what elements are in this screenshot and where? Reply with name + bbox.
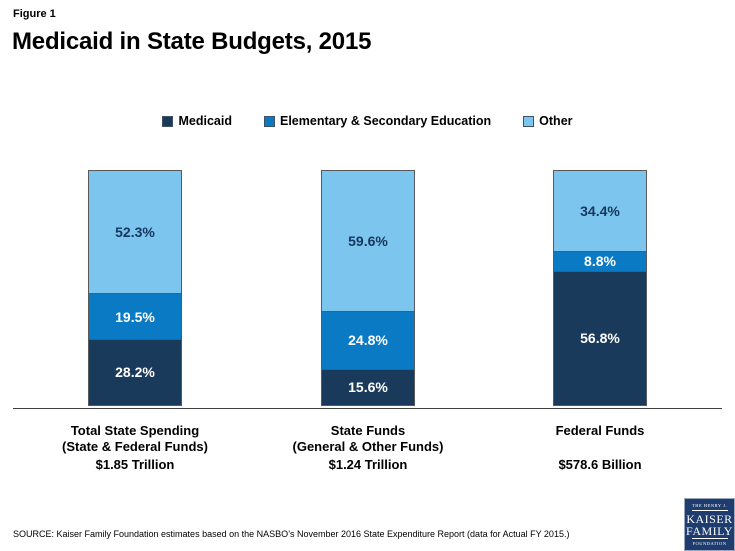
legend-label: Elementary & Secondary Education: [279, 114, 492, 128]
bar-segment: [553, 251, 647, 272]
bar-segment-label: 19.5%: [115, 308, 155, 325]
logo-divider-bottom: [692, 538, 728, 539]
bar-segment: [553, 271, 647, 406]
bar-segment: [321, 369, 415, 406]
bar-segment-label: 15.6%: [348, 379, 388, 396]
category-total: $1.85 Trillion: [95, 457, 175, 472]
bar-segment-label: 56.8%: [580, 330, 620, 347]
category-name-line: (State & Federal Funds): [62, 439, 208, 454]
category-label: [258, 423, 478, 472]
chart-title: Medicaid in State Budgets, 2015: [12, 28, 372, 55]
x-axis-line: [13, 408, 722, 409]
bar-segment-label: 59.6%: [348, 232, 388, 249]
legend-swatch: [523, 116, 534, 127]
category-name: [25, 423, 245, 455]
stacked-bar: [88, 170, 182, 408]
category-total: $1.24 Trillion: [328, 457, 408, 472]
bar-segment: [553, 170, 647, 252]
category-name: [258, 423, 478, 455]
logo-line-family: FAMILY: [686, 523, 733, 538]
category-total: $578.6 Billion: [558, 457, 642, 472]
logo-line-top: THE HENRY J.: [692, 502, 727, 508]
bar-segment-label: 24.8%: [348, 332, 388, 349]
logo-line-foundation: FOUNDATION: [692, 540, 727, 546]
legend-item: [523, 114, 572, 128]
legend-label: Other: [539, 114, 573, 128]
bar-segment-label: 8.8%: [584, 253, 616, 270]
category-name-line: State Funds: [330, 423, 406, 438]
category-name: [490, 423, 710, 439]
logo-line-kaiser: KAISER: [686, 511, 733, 526]
bar-segment: [321, 170, 415, 312]
category-label: [25, 423, 245, 472]
bar-segment: [88, 293, 182, 339]
legend-swatch: [264, 116, 275, 127]
chart-legend: [0, 114, 735, 128]
category-name-line: Total State Spending: [70, 423, 200, 438]
figure-number-label: Figure 1: [13, 8, 56, 20]
category-label: [490, 423, 710, 472]
legend-swatch: [162, 116, 173, 127]
stacked-bar: [553, 170, 647, 408]
legend-item: [162, 114, 232, 128]
stacked-bar: [321, 170, 415, 408]
category-name-line: (General & Other Funds): [292, 439, 444, 454]
logo-divider-top: [692, 510, 728, 511]
bar-segment-label: 52.3%: [115, 224, 155, 241]
bar-segment: [88, 339, 182, 406]
legend-label: Medicaid: [178, 114, 232, 128]
bar-segment-label: 34.4%: [580, 202, 620, 219]
legend-item: [264, 114, 491, 128]
bar-segment-label: 28.2%: [115, 364, 155, 381]
bar-segment: [321, 311, 415, 370]
bar-segment: [88, 170, 182, 294]
source-note: SOURCE: Kaiser Family Foundation estimates based on the NASBO’s November 2016 State Expenditure Report (data for Actual FY 2015.): [13, 529, 570, 539]
kff-foundation-logo: [684, 498, 735, 551]
category-name-line: Federal Funds: [555, 423, 645, 438]
stacked-bar-plot: [0, 170, 735, 408]
